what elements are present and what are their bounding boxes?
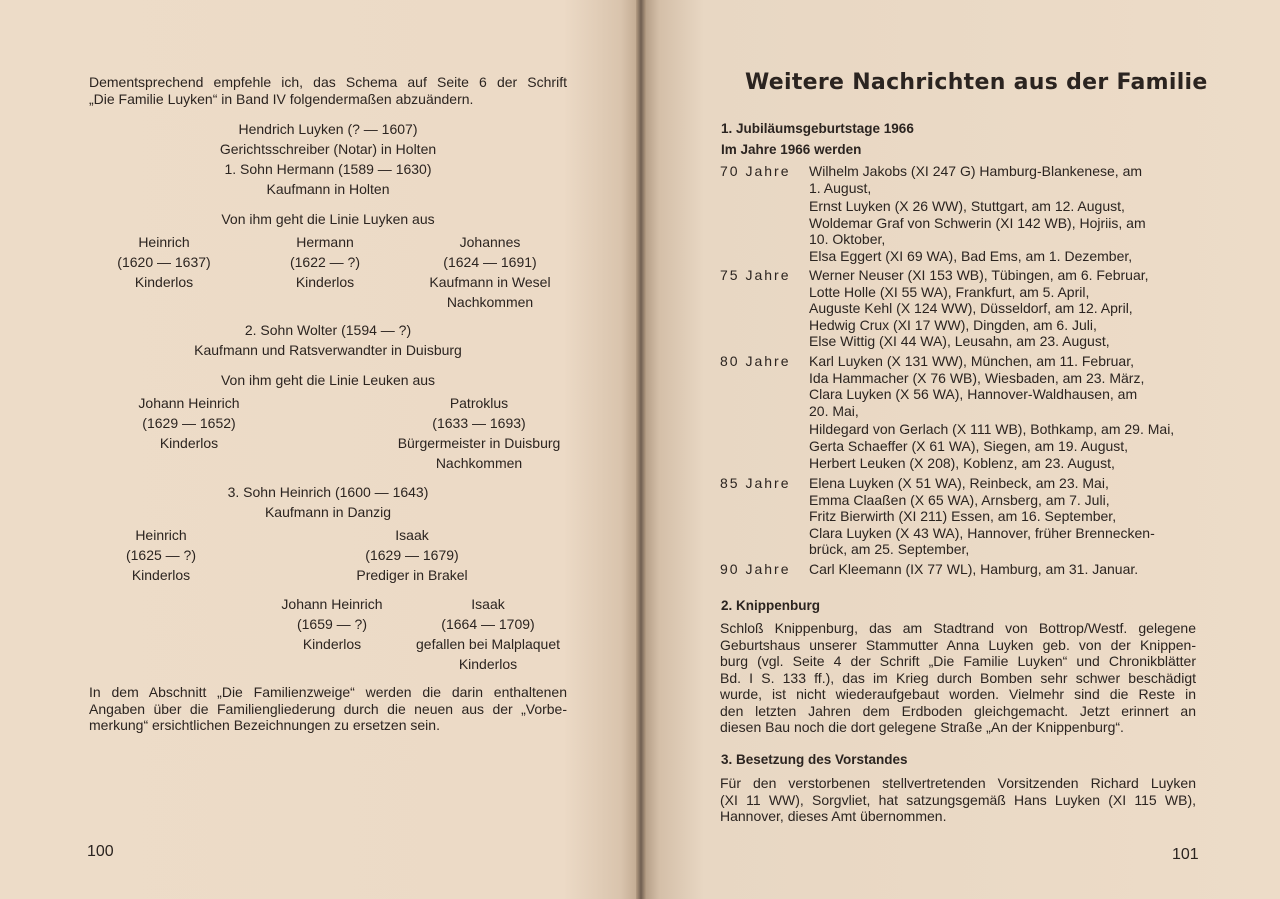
entry-line: Hedwig Crux (XI 17 WW), Dingden, am 6. Juli, xyxy=(809,316,1097,333)
age-label: 75 Jahre xyxy=(720,267,791,283)
child-years: (1664 — 1709) xyxy=(441,616,535,632)
entry-line: Clara Luyken (X 43 WA), Hannover, früher Brennecken- xyxy=(809,524,1155,541)
child-note: gefallen bei Malplaquet xyxy=(416,636,560,652)
root-occupation: Gerichtsschreiber (Notar) in Holten xyxy=(219,141,437,157)
child-name: Hermann xyxy=(296,234,354,250)
section2-paragraph xyxy=(720,620,1196,736)
child-years: (1633 — 1693) xyxy=(432,415,526,431)
section1-subheading: Im Jahre 1966 werden xyxy=(721,142,862,157)
birthday-entry xyxy=(809,163,1199,196)
age-label: 85 Jahre xyxy=(720,475,791,491)
child-note: Nachkommen xyxy=(446,294,534,310)
entry-line: Clara Luyken (X 56 WA), Hannover-Waldhausen, am xyxy=(809,386,1138,403)
birthday-entry xyxy=(809,353,1199,419)
intro-line: Dementsprechend empfehle ich, das Schema auf Seite 6 der Schrift xyxy=(89,74,567,90)
child-name: Isaak xyxy=(471,596,505,612)
para-line: Schloß Knippenburg, das am Stadtrand von Bottrop/Westf. gelegene xyxy=(720,620,1196,636)
closing-line: Angaben über die Familiengliederung durch die neuen aus der „Vorbe- xyxy=(89,700,567,717)
section3-paragraph xyxy=(720,775,1196,825)
son2-occupation: Kaufmann und Ratsverwandter in Duisburg xyxy=(194,342,462,358)
entry-line: Herbert Leuken (X 208), Koblenz, am 23. August, xyxy=(809,454,1115,471)
age-label: 80 Jahre xyxy=(720,353,791,369)
para-line: Geburtshaus unserer Stammutter Anna Luyken geb. von der Knippen- xyxy=(720,636,1196,653)
page-number-left: 100 xyxy=(87,843,114,860)
section1-heading: 1. Jubiläumsgeburtstage 1966 xyxy=(721,121,914,136)
entry-line: Gerta Schaeffer (X 61 WA), Siegen, am 19. August, xyxy=(809,437,1129,454)
book-gutter xyxy=(636,0,646,899)
child-years: (1622 — ?) xyxy=(289,254,361,270)
child-years: (1629 — 1679) xyxy=(365,547,459,563)
child-note: Kinderlos xyxy=(134,274,194,290)
child-name: Johann Heinrich xyxy=(138,395,240,411)
child-name: Johannes xyxy=(459,234,521,250)
entry-line: Woldemar Graf von Schwerin (XI 142 WB), Hojriis, am xyxy=(809,214,1146,231)
son1-name: 1. Sohn Hermann (1589 — 1630) xyxy=(224,161,432,177)
entry-line: Fritz Bierwirth (XI 211) Essen, am 16. September, xyxy=(809,508,1117,525)
closing-line: In dem Abschnitt „Die Familienzweige“ werden die darin enthaltenen xyxy=(89,684,567,700)
entry-line: 1. August, xyxy=(809,179,872,196)
birthday-entry xyxy=(809,267,1199,350)
entry-line: Carl Kleemann (IX 77 WL), Hamburg, am 31. Januar. xyxy=(809,561,1139,577)
entry-line: Else Wittig (XI 44 WA), Leusahn, am 23. August, xyxy=(809,333,1110,350)
closing-paragraph xyxy=(89,684,567,734)
entry-line: Auguste Kehl (X 124 WW), Düsseldorf, am 12. April, xyxy=(809,300,1133,317)
child-note: Kaufmann in Wesel xyxy=(429,274,551,290)
entry-line: Emma Claaßen (X 65 WA), Arnsberg, am 7. Juli, xyxy=(809,491,1110,508)
child-name: Isaak xyxy=(395,527,429,543)
child-years: (1625 — ?) xyxy=(125,547,197,563)
son1-occupation: Kaufmann in Holten xyxy=(266,181,390,197)
child-note: Kinderlos xyxy=(458,656,518,672)
child-note: Bürgermeister in Duisburg xyxy=(397,435,561,451)
birthday-entry xyxy=(809,421,1199,471)
son3-name: 3. Sohn Heinrich (1600 — 1643) xyxy=(227,484,429,500)
entry-line: Wilhelm Jakobs (XI 247 G) Hamburg-Blankenese, am xyxy=(809,163,1143,179)
entry-line: Elena Luyken (X 51 WA), Reinbeck, am 23. Mai, xyxy=(809,475,1109,491)
para-line: wurde, ist nicht wiederaufgebaut worden. Vielmehr sind die Reste in xyxy=(720,686,1196,702)
birthday-entry xyxy=(809,561,1199,578)
section3-heading: 3. Besetzung des Vorstandes xyxy=(721,752,908,767)
son3-occupation: Kaufmann in Danzig xyxy=(264,504,392,520)
para-line: den letzten Jahren dem Erdboden gleichgemacht. Jetzt erinnert an xyxy=(720,702,1196,719)
birthday-entry xyxy=(809,475,1199,558)
para-line: burg (vgl. Seite 4 der Schrift „Die Familie Luyken“ und Chronikblätter xyxy=(720,653,1196,669)
child-note: Prediger in Brakel xyxy=(356,567,468,583)
entry-line: Lotte Holle (XI 55 WA), Frankfurt, am 5. April, xyxy=(809,283,1090,300)
line2-heading: Von ihm geht die Linie Leuken aus xyxy=(220,372,436,388)
root-name: Hendrich Luyken (? — 1607) xyxy=(238,121,418,137)
child-name: Patroklus xyxy=(449,395,509,411)
child-note: Kinderlos xyxy=(295,274,355,290)
child-name: Heinrich xyxy=(138,234,190,250)
para-line: Für den verstorbenen stellvertretenden Vorsitzenden Richard Luyken xyxy=(720,775,1196,791)
son2-name: 2. Sohn Wolter (1594 — ?) xyxy=(244,322,412,338)
para-line: diesen Bau noch die dort gelegene Straße „An der Knippenburg“. xyxy=(720,719,1124,735)
age-label: 90 Jahre xyxy=(720,561,791,577)
entry-line: 10. Oktober, xyxy=(809,231,886,248)
child-years: (1624 — 1691) xyxy=(443,254,537,270)
child-name: Heinrich xyxy=(135,527,187,543)
para-line: Bd. I S. 133 ff.), das im Krieg durch Bomben sehr schwer beschädigt xyxy=(720,669,1196,686)
para-line: Hannover, dieses Amt übernommen. xyxy=(720,808,947,824)
age-label: 70 Jahre xyxy=(720,163,791,179)
child-note: Kinderlos xyxy=(302,636,362,652)
birthday-entry xyxy=(809,198,1199,264)
entry-line: 20. Mai, xyxy=(809,402,859,419)
entry-line: Werner Neuser (XI 153 WB), Tübingen, am 6. Februar, xyxy=(809,267,1149,283)
child-name: Johann Heinrich xyxy=(281,596,383,612)
page-number-right: 101 xyxy=(1172,846,1199,863)
line1-heading: Von ihm geht die Linie Luyken aus xyxy=(221,211,435,227)
child-years: (1620 — 1637) xyxy=(117,254,211,270)
child-years: (1659 — ?) xyxy=(296,616,368,632)
section2-heading: 2. Knippenburg xyxy=(721,598,820,613)
entry-line: Karl Luyken (X 131 WW), München, am 11. Februar, xyxy=(809,353,1134,369)
entry-line: Ernst Luyken (X 26 WW), Stuttgart, am 12. August, xyxy=(809,198,1125,215)
closing-line: merkung“ ersichtlichen Bezeichnungen zu ersetzen sein. xyxy=(89,717,440,733)
page-title: Weitere Nachrichten aus der Familie xyxy=(745,70,1208,95)
para-line: (XI 11 WW), Sorgvliet, hat satzungsgemäß Hans Luyken (XI 115 WB), xyxy=(720,791,1196,808)
child-note: Kinderlos xyxy=(159,435,219,451)
child-years: (1629 — 1652) xyxy=(142,415,236,431)
child-note: Kinderlos xyxy=(131,567,191,583)
entry-line: Ida Hammacher (X 76 WB), Wiesbaden, am 23. März, xyxy=(809,369,1145,386)
child-note: Nachkommen xyxy=(435,455,523,471)
entry-line: Hildegard von Gerlach (X 111 WB), Bothkamp, am 29. Mai, xyxy=(809,421,1175,438)
intro-line: „Die Familie Luyken“ in Band IV folgendermaßen abzuändern. xyxy=(89,90,474,107)
intro-paragraph xyxy=(89,74,567,107)
entry-line: brück, am 25. September, xyxy=(809,541,970,558)
entry-line: Elsa Eggert (XI 69 WA), Bad Ems, am 1. Dezember, xyxy=(809,247,1133,264)
